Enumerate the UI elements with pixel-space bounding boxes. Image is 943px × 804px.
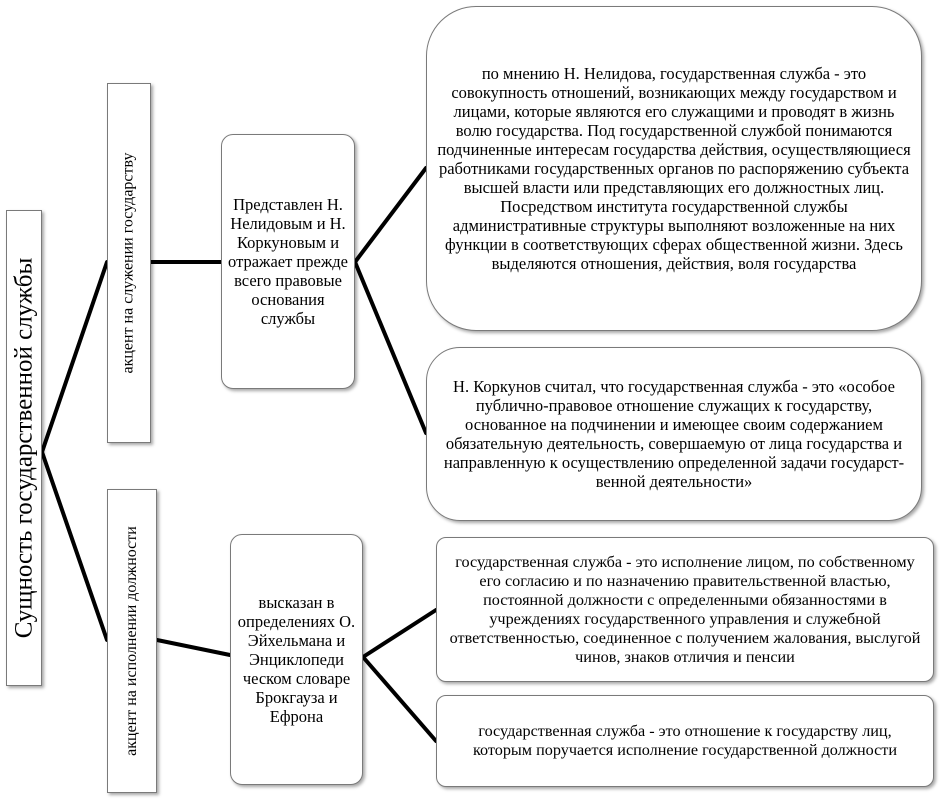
connector-middle2-leaf3	[363, 610, 436, 657]
branch-label: акцент на служении государству	[120, 152, 137, 374]
middle-node-text: высказан в определениях О. Эйхельмана и Энциклопеди ческом словаре Брокгауза и Ефрона	[237, 593, 356, 726]
leaf-node-brockhaus-definition	[436, 695, 934, 787]
connector-middle1-leaf1	[355, 168, 426, 262]
root-node	[6, 210, 42, 686]
branch-label: акцент на исполнении должности	[123, 526, 141, 756]
connector-root-branch1	[42, 262, 107, 452]
connector-root-branch2	[42, 452, 107, 640]
leaf-node-eichelman-definition	[436, 537, 934, 682]
leaf-node-text: по мнению Н. Нелидова, государственная служба - это совокупность отношений, возникающих между государством и лицами, которые являются его служащими и проводят в жизнь волю государства. Под государственной службой понимаются подчиненные интересам государства действия, осуществляющиеся работниками государственных органов по распоряжению субъекта высшей власти или представляющих его должностных лиц. Посредством института государственной службы административные структуры выполняют возложенные на них функции в соответствующих сферах общественной жизни. Здесь выделяются отношения, действия, воля государства	[437, 64, 911, 273]
branch-node-service-to-state	[107, 83, 151, 443]
connector-middle2-leaf4	[363, 657, 436, 741]
leaf-node-text: государственная служба - это исполнение лицом, по собственному его согласию и по назначению правительственной властью, постоянной должности с определенными обязанностями в учреждениях государственного управления и служебной ответственностью, соединенное с получением жалования, выслугой чинов, знаков отличия и пенсии	[449, 552, 921, 666]
leaf-node-korkunov-definition	[426, 347, 922, 521]
connector-middle1-leaf2	[355, 262, 426, 433]
middle-node-eichelman-brockhaus	[230, 534, 363, 785]
root-label: Сущность государственной службы	[10, 257, 38, 639]
middle-node-nelidov-korkunov	[221, 134, 355, 389]
connector-branch2-middle2	[157, 640, 230, 655]
leaf-node-nelidov-definition	[426, 6, 922, 331]
branch-node-position-performance	[107, 489, 157, 793]
leaf-node-text: Н. Коркунов считал, что государственная служба - это «особое публично-правовое отношение служащих к государству, основанное на подчинении и имеющее своим содержанием обязательную деятельность, совершаемую от лица государства и направленную к осуществлению определенной задачи государст- венной деятельности»	[443, 377, 905, 491]
middle-node-text: Представлен Н. Нелидовым и Н. Коркуновым и отражает прежде всего правовые основания службы	[228, 195, 348, 328]
leaf-node-text: государственная служба - это отношение к государству лиц, которым поручается исполнение государственной должности	[472, 722, 898, 759]
